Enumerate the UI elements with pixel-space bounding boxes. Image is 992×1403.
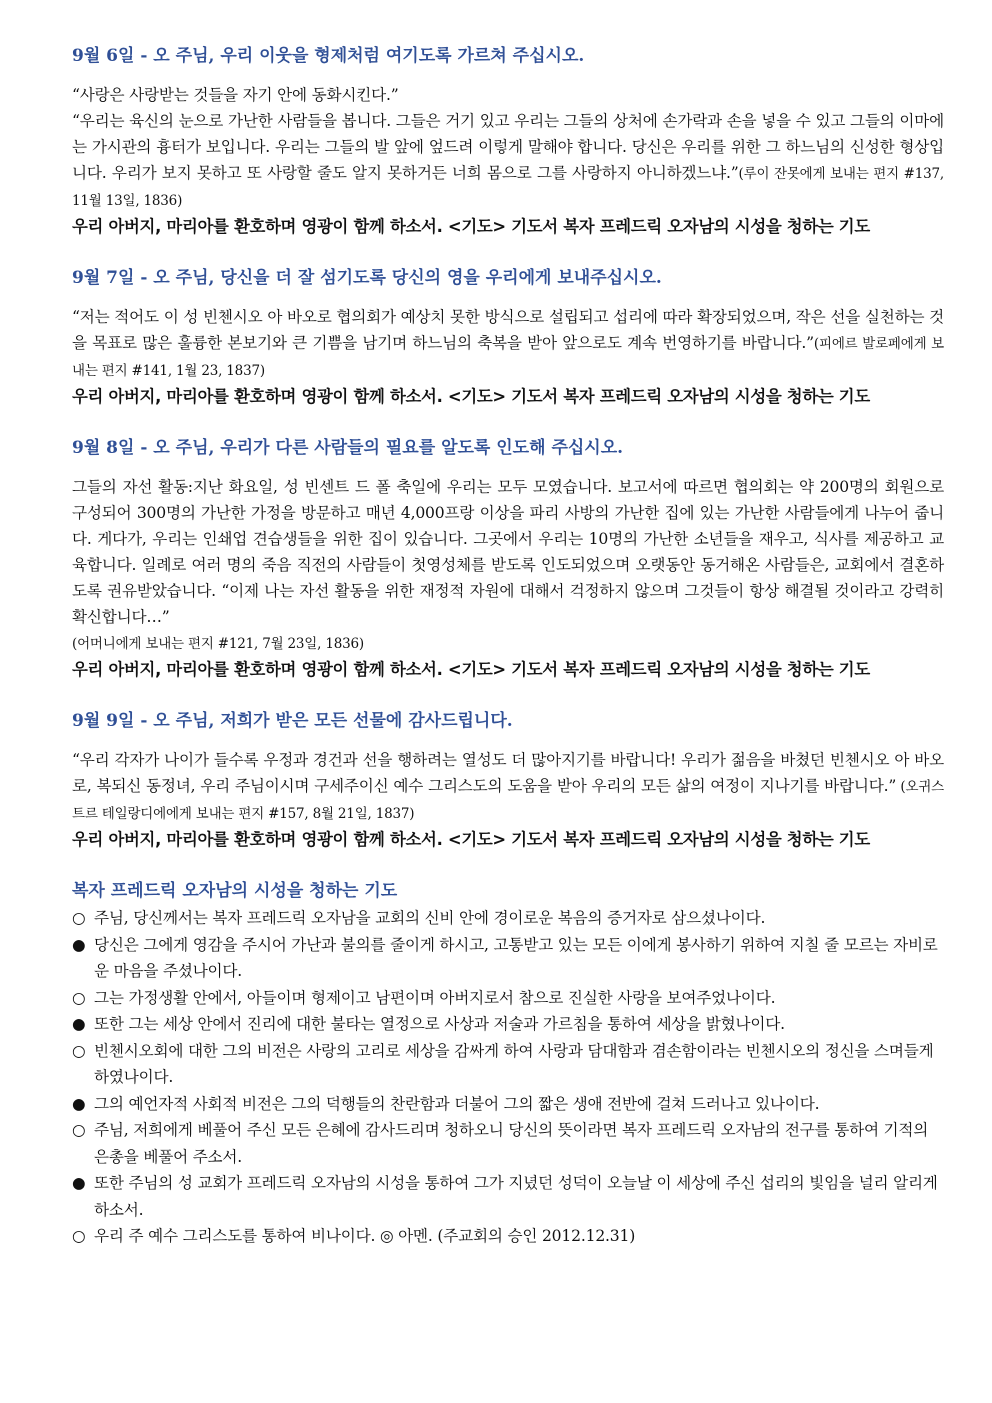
prayer-refrain: 우리 아버지, 마리아를 환호하며 영광이 함께 하소서. <기도> 기도서 복자 프레드릭 오자남의 시성을 청하는 기도	[72, 660, 870, 679]
filled-circle-icon: ●	[72, 935, 86, 954]
open-circle-icon: ○	[72, 1041, 86, 1060]
day-heading: 9월 9일 - 오 주님, 저희가 받은 모든 선물에 감사드립니다.	[72, 711, 513, 731]
prayer-line-text: 주님, 당신께서는 복자 프레드릭 오자남을 교회의 신비 안에 경이로운 복음의 증거자로 삼으셨나이다.	[94, 909, 766, 927]
prayer-lines	[72, 905, 944, 1250]
quote-paragraph	[72, 474, 944, 630]
filled-circle-icon: ●	[72, 1015, 86, 1033]
quote-paragraph	[72, 630, 944, 657]
quote-text: “우리 각자가 나이가 들수록 우정과 경건과 선을 행하려는 열성도 더 많아지기를 바랍니다! 우리가 젊음을 바쳤던 빈첸시오 아 바오로, 복되신 동정녀, 우리 주님이시며 구세주이신 예수 그리스도의 도움을 받아 우리의 모든 삶의 여정이 지나기를 바랍니다.”	[72, 751, 944, 795]
quote-paragraph	[72, 304, 944, 384]
open-circle-icon: ○	[72, 1227, 86, 1245]
day-body	[72, 82, 944, 214]
prayer-line-text: 그는 가정생활 안에서, 아들이며 형제이고 남편이며 아버지로서 참으로 진실한 사랑을 보여주었나이다.	[94, 988, 776, 1007]
citation: (어머니에게 보내는 편지 #121, 7월 23일, 1836)	[72, 636, 364, 652]
prayer-line	[72, 1011, 944, 1038]
day-body	[72, 747, 944, 827]
prayer-refrain: 우리 아버지, 마리아를 환호하며 영광이 함께 하소서. <기도> 기도서 복자 프레드릭 오자남의 시성을 청하는 기도	[72, 387, 870, 406]
open-circle-icon: ○	[72, 1121, 86, 1139]
citation: (피에르 발로페에게 보내는 편지 #141, 1월 23, 1837)	[72, 336, 944, 379]
filled-circle-icon: ●	[72, 1174, 86, 1192]
prayer-refrain: 우리 아버지, 마리아를 환호하며 영광이 함께 하소서. <기도> 기도서 복자 프레드릭 오자남의 시성을 청하는 기도	[72, 830, 870, 849]
quote-paragraph	[72, 108, 944, 214]
prayer-line	[72, 1170, 944, 1223]
quote-paragraph	[72, 747, 944, 827]
prayer-line-text: 주님, 저희에게 베풀어 주신 모든 은혜에 감사드리며 청하오니 당신의 뜻이라면 복자 프레드릭 오자남의 전구를 통하여 기적의 은총을 베풀어 주소서.	[94, 1121, 929, 1166]
prayer-line-text: 또한 그는 세상 안에서 진리에 대한 불타는 열정으로 사상과 저술과 가르침을 통하여 세상을 밝혔나이다.	[94, 1015, 785, 1033]
day-section-sep-8	[72, 436, 944, 683]
filled-circle-icon: ●	[72, 1094, 86, 1113]
prayer-line	[72, 1038, 944, 1091]
prayer-line	[72, 985, 944, 1012]
open-circle-icon: ○	[72, 988, 86, 1007]
quote-paragraph	[72, 82, 944, 108]
prayer-line	[72, 905, 944, 932]
day-heading: 9월 8일 - 오 주님, 우리가 다른 사람들의 필요를 알도록 인도해 주십시오.	[72, 438, 624, 458]
citation: (오귀스트르 테일랑디에에게 보내는 편지 #157, 8월 21일, 1837)	[72, 779, 944, 822]
prayer-line	[72, 1091, 944, 1118]
prayer-refrain: 우리 아버지, 마리아를 환호하며 영광이 함께 하소서. <기도> 기도서 복자 프레드릭 오자남의 시성을 청하는 기도	[72, 217, 870, 236]
quote-text: “저는 적어도 이 성 빈첸시오 아 바오로 협의회가 예상치 못한 방식으로 설립되고 섭리에 따라 확장되었으며, 작은 선을 실천하는 것을 목표로 많은 훌륭한 본보기와 큰 기쁨을 남기며 하느님의 축복을 받아 앞으로도 계속 번영하기를 바랍니다.”	[72, 308, 944, 352]
day-section-sep-6	[72, 44, 944, 240]
prayer-line-text: 우리 주 예수 그리스도를 통하여 비나이다. ◎ 아멘. (주교회의 승인 2012.12.31)	[94, 1227, 636, 1245]
prayer-line-text: 당신은 그에게 영감을 주시어 가난과 불의를 줄이게 하시고, 고통받고 있는 모든 이에게 봉사하기 위하여 지칠 줄 모르는 자비로운 마음을 주셨나이다.	[94, 935, 938, 980]
day-section-sep-9	[72, 709, 944, 853]
prayer-line-text: 그의 예언자적 사회적 비전은 그의 덕행들의 찬란함과 더불어 그의 짧은 생애 전반에 걸쳐 드러나고 있나이다.	[94, 1094, 820, 1113]
prayer-line	[72, 1117, 944, 1170]
day-section-sep-7	[72, 266, 944, 410]
prayer-line	[72, 1223, 944, 1250]
day-body	[72, 304, 944, 384]
day-heading: 9월 6일 - 오 주님, 우리 이웃을 형제처럼 여기도록 가르쳐 주십시오.	[72, 46, 585, 66]
prayer-line-text: 또한 주님의 성 교회가 프레드릭 오자남의 시성을 통하여 그가 지녔던 성덕이 오늘날 이 세상에 주신 섭리의 빛임을 널리 알리게 하소서.	[94, 1174, 938, 1219]
day-heading: 9월 7일 - 오 주님, 당신을 더 잘 섬기도록 당신의 영을 우리에게 보내주십시오.	[72, 268, 662, 288]
prayer-line-text: 빈첸시오회에 대한 그의 비전은 사랑의 고리로 세상을 감싸게 하여 사랑과 담대함과 겸손함이라는 빈첸시오의 정신을 스며들게 하였나이다.	[94, 1041, 934, 1086]
canonization-prayer	[72, 879, 944, 1250]
prayer-title: 복자 프레드릭 오자남의 시성을 청하는 기도	[72, 881, 398, 901]
quote-text: 그들의 자선 활동:지난 화요일, 성 빈센트 드 폴 축일에 우리는 모두 모였습니다. 보고서에 따르면 협의회는 약 200명의 회원으로 구성되어 300명의 가난한 가정을 방문하고 매년 4,000프랑 이상을 파리 사방의 가난한 집에 있는 가난한 사람들에게 나누어 줍니다. 게다가, 우리는 인쇄업 견습생들을 위한 집이 있습니다. 그곳에서 우리는 10명의 가난한 소년들을 재우고, 식사를 제공하고 교육합니다. 일례로 여러 명의 죽음 직전의 사람들이 첫영성체를 받도록 인도되었으며 오랫동안 동거해온 사람들은, 교회에서 결혼하도록 권유받았습니다. “이제 나는 자선 활동을 위한 재정적 자원에 대해서 걱정하지 않으며 그것들이 항상 해결될 것이라고 강력히 확신합니다…”	[72, 478, 944, 626]
prayer-line	[72, 932, 944, 985]
citation: (루이 잔못에게 보내는 편지 #137, 11월 13일, 1836)	[72, 166, 944, 209]
open-circle-icon: ○	[72, 909, 86, 927]
quote-text: “우리는 육신의 눈으로 가난한 사람들을 봅니다. 그들은 거기 있고 우리는 그들의 상처에 손가락과 손을 넣을 수 있고 그들의 이마에는 가시관의 흉터가 보입니다. 우리는 그들의 발 앞에 엎드려 이렇게 말해야 합니다. 당신은 우리를 위한 그 하느님의 신성한 형상입니다. 우리가 보지 못하고 또 사랑할 줄도 알지 못하거든 너희 몸으로 그를 사랑하지 아니하겠느냐.”	[72, 112, 944, 182]
quote-text: “사랑은 사랑받는 것들을 자기 안에 동화시킨다.”	[72, 86, 399, 104]
day-body	[72, 474, 944, 657]
